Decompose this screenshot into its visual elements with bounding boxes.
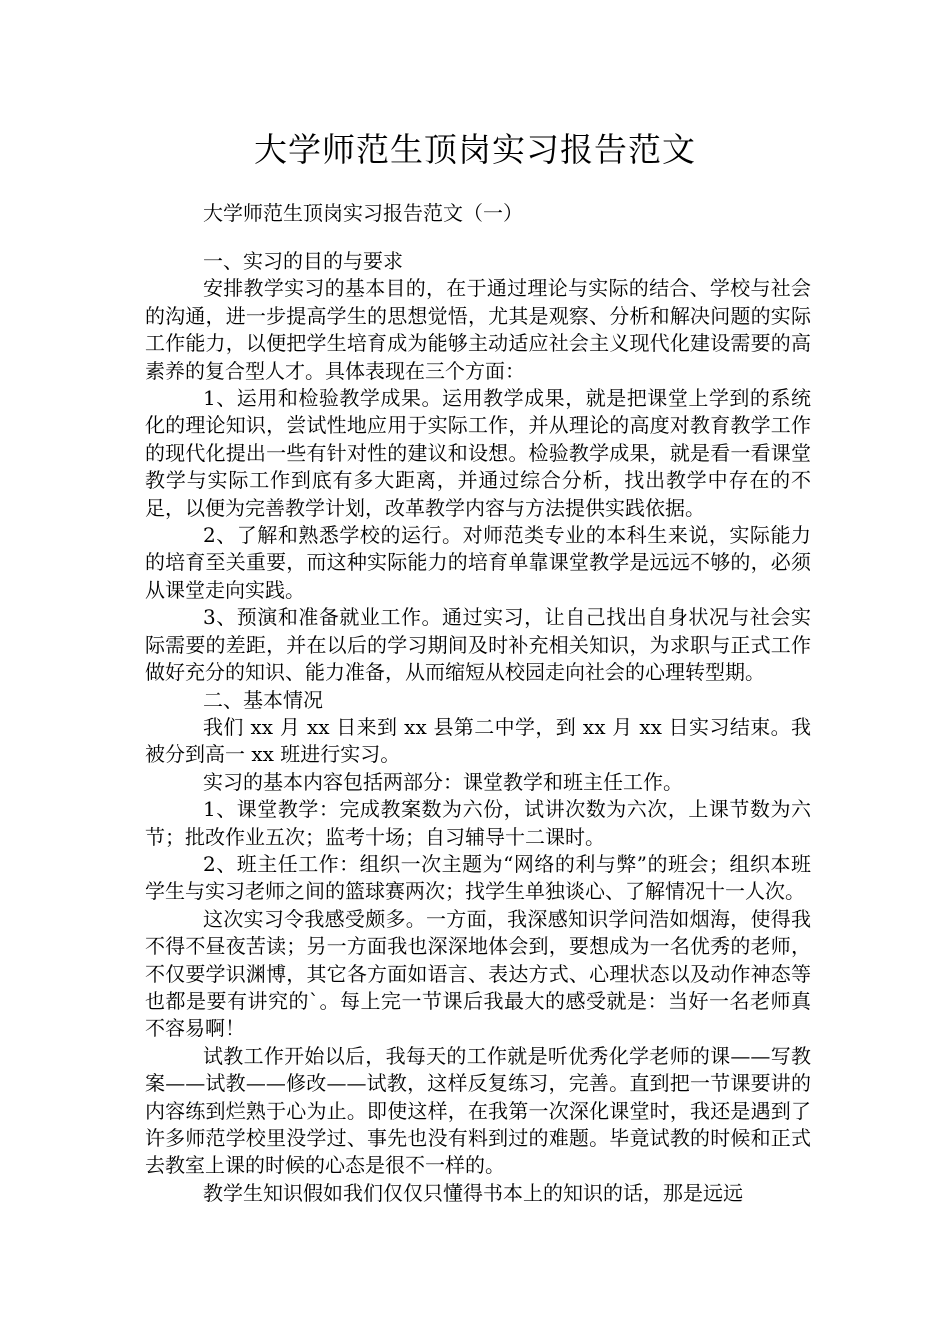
body-paragraph: 2、班主任工作：组织一次主题为“网络的利与弊”的班会；组织本班学生与实习老师之间的篮球赛两次；找学生单独谈心、了解情况十一人次。 [145,851,811,904]
body-paragraph: 1、运用和检验教学成果。运用教学成果，就是把课堂上学到的系统化的理论知识，尝试性地应用于实际工作，并从理论的高度对教育教学工作的现代化提出一些有针对性的建议和设想。检验教学成果，就是看一看课堂教学与实际工作到底有多大距离，并通过综合分析，找出教学中存在的不足，以便为完善教学计划，改革教学内容与方法提供实践依据。 [145,386,811,520]
document-subtitle: 大学师范生顶岗实习报告范文（一） [203,201,523,225]
body-paragraph: 教学生知识假如我们仅仅只懂得书本上的知识的话，那是远远 [203,1180,743,1205]
section-heading: 二、基本情况 [203,687,323,712]
body-paragraph: 1、课堂教学：完成教案数为六份，试讲次数为六次，上课节数为六节；批改作业五次；监考十场；自习辅导十二课时。 [145,797,811,849]
document-title: 大学师范生顶岗实习报告范文 [254,130,696,169]
body-paragraph: 我们 xx 月 xx 日来到 xx 县第二中学，到 xx 月 xx 日实习结束。我被分到高一 xx 班进行实习。 [145,714,811,767]
body-paragraph: 2、了解和熟悉学校的运行。对师范类专业的本科生来说，实际能力的培育至关重要，而这种实际能力的培育单靠课堂教学是远远不够的，必须从课堂走向实践。 [145,523,811,602]
body-paragraph: 安排教学实习的基本目的，在于通过理论与实际的结合、学校与社会的沟通，进一步提高学生的思想觉悟，尤其是观察、分析和解决问题的实际工作能力，以便把学生培育成为能够主动适应社会主义现代化建设需要的高素养的复合型人才。具体表现在三个方面： [145,276,811,383]
body-paragraph: 这次实习令我感受颇多。一方面，我深感知识学问浩如烟海，使得我不得不昼夜苦读；另一方面我也深深地体会到，要想成为一名优秀的老师，不仅要学识渊博，其它各方面如语言、表达方式、心理状态以及动作神态等也都是要有讲究的`。每上完一节课后我最大的感受就是：当好一名老师真不容易啊！ [145,906,811,1041]
document-body [145,248,811,1207]
body-paragraph: 3、预演和准备就业工作。通过实习，让自己找出自身状况与社会实际需要的差距，并在以后的学习期间及时补充相关知识，为求职与正式工作做好充分的知识、能力准备，从而缩短从校园走向社会的心理转型期。 [145,605,811,685]
section-heading: 一、实习的目的与要求 [203,249,403,273]
body-paragraph: 实习的基本内容包括两部分：课堂教学和班主任工作。 [203,769,683,794]
body-paragraph: 试教工作开始以后，我每天的工作就是听优秀化学老师的课——写教案——试教——修改——试教，这样反复练习，完善。直到把一节课要讲的内容练到烂熟于心为止。即使这样，在我第一次深化课堂时，我还是遇到了许多师范学校里没学过、事先也没有料到过的难题。毕竟试教的时候和正式去教室上课的时候的心态是很不一样的。 [145,1043,811,1178]
